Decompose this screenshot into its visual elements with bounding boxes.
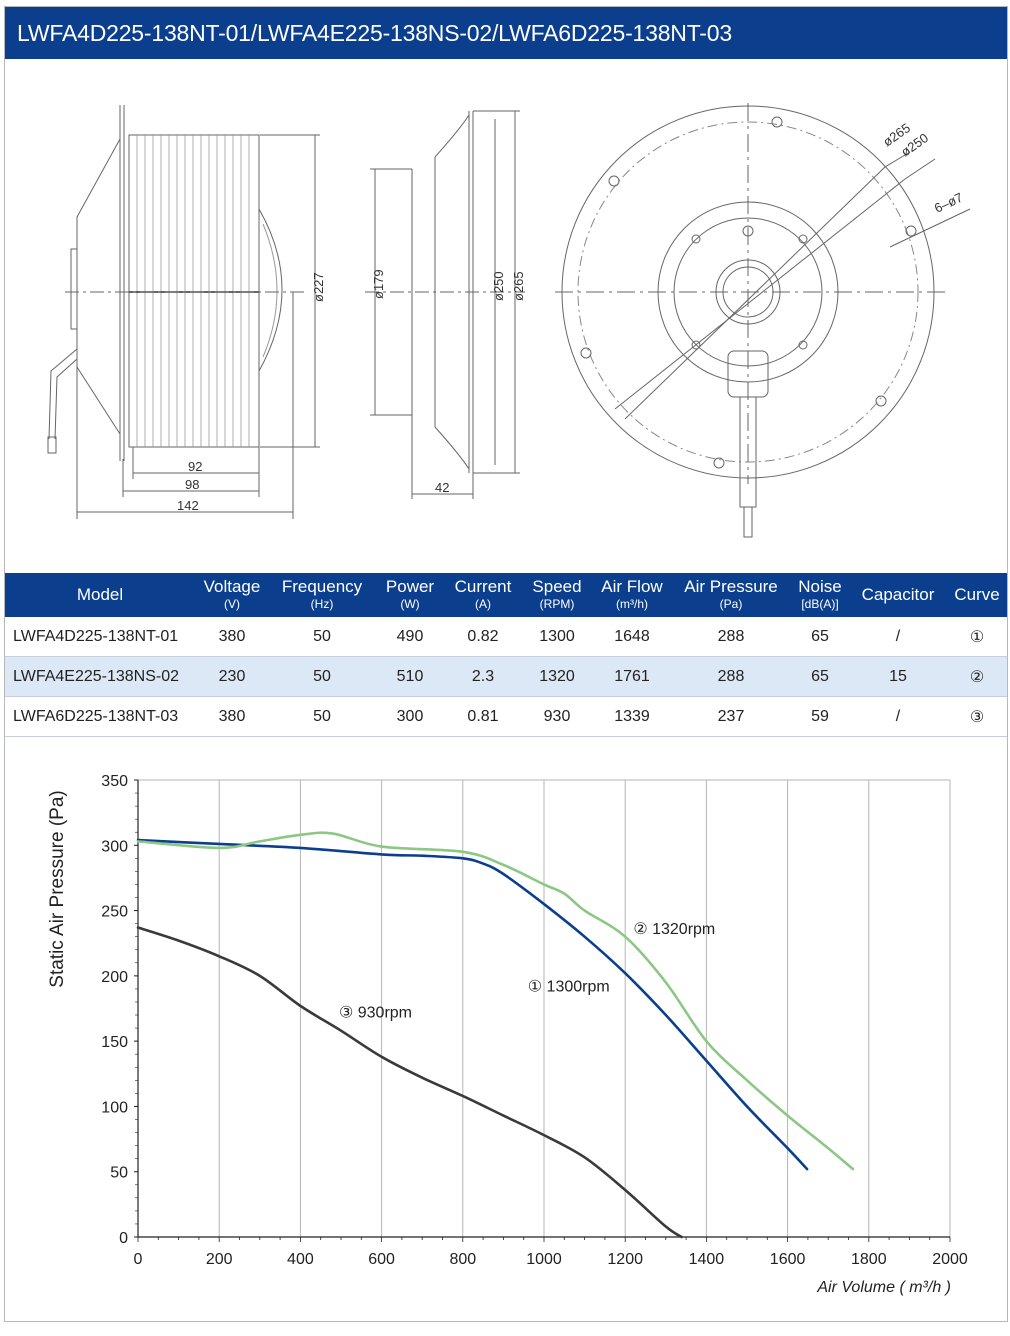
header-air-flow: Air Flow (m³/h) [593, 573, 671, 617]
curve-annotation-1: ② 1320rpm [633, 921, 716, 939]
dim-d250-front: ø250 [898, 130, 932, 160]
spec-table [5, 573, 1007, 737]
x-axis-label: Air Volume ( m³/h ) [817, 1279, 951, 1296]
dim-42: 42 [435, 480, 450, 495]
cell-air-flow: 1339 [593, 697, 671, 737]
performance-chart [5, 747, 1007, 1322]
x-tick-label: 1000 [526, 1251, 562, 1268]
dim-holes: 6–ø7 [931, 189, 966, 216]
cell-voltage: 380 [195, 617, 269, 657]
datasheet-page [4, 6, 1008, 1322]
profile-view [365, 111, 525, 499]
cell-air-flow: 1761 [593, 657, 671, 697]
x-tick-label: 200 [205, 1251, 233, 1268]
header-curve: Curve [947, 573, 1007, 617]
dim-d179: ø179 [371, 269, 386, 299]
dim-d227: ø227 [311, 272, 326, 302]
technical-drawing [5, 59, 1007, 573]
x-tick-label: 2000 [932, 1251, 968, 1268]
table-header-row [5, 573, 1007, 617]
cell-voltage: 380 [195, 697, 269, 737]
x-tick-label: 1600 [769, 1251, 806, 1268]
cell-noise: 65 [791, 657, 849, 697]
cell-model: LWFA4D225-138NT-01 [5, 617, 195, 657]
header-model: Model [5, 573, 195, 617]
dim-142: 142 [177, 498, 199, 513]
cell-power: 510 [375, 657, 445, 697]
curve-annotation-2: ① 1300rpm [527, 978, 610, 996]
chart-series [138, 833, 853, 1237]
cell-power: 300 [375, 697, 445, 737]
header-air-pressure: Air Pressure (Pa) [671, 573, 791, 617]
cell-speed: 1300 [521, 617, 593, 657]
cell-current: 0.81 [445, 697, 521, 737]
y-tick-label: 250 [101, 903, 128, 921]
cell-voltage: 230 [195, 657, 269, 697]
cell-curve: ③ [947, 697, 1007, 737]
cell-noise: 65 [791, 617, 849, 657]
x-tick-label: 1200 [607, 1251, 643, 1268]
cell-air-flow: 1648 [593, 617, 671, 657]
x-tick-label: 0 [133, 1251, 143, 1268]
cell-air-pressure: 237 [671, 697, 791, 737]
curve-annotation-3: ③ 930rpm [338, 1004, 413, 1022]
cell-frequency: 50 [269, 657, 375, 697]
cell-speed: 1320 [521, 657, 593, 697]
y-tick-label: 350 [101, 773, 128, 790]
y-tick-label: 300 [101, 838, 128, 856]
cell-model: LWFA4E225-138NS-02 [5, 657, 195, 697]
table-row [5, 657, 1007, 697]
cell-current: 2.3 [445, 657, 521, 697]
x-tick-label: 400 [287, 1251, 314, 1268]
header-current: Current (A) [445, 573, 521, 617]
page-title: LWFA4D225-138NT-01/LWFA4E225-138NS-02/LWFA6D225-138NT-03 [5, 7, 1007, 59]
y-tick-label: 200 [101, 968, 128, 986]
cell-curve: ① [947, 617, 1007, 657]
chart-grid [138, 780, 950, 1237]
table-row [5, 617, 1007, 657]
dim-d265-front: ø265 [880, 120, 914, 150]
dim-98: 98 [185, 477, 200, 492]
header-voltage: Voltage (V) [195, 573, 269, 617]
y-axis-label: Static Air Pressure (Pa) [47, 790, 68, 988]
y-tick-label: 0 [119, 1230, 128, 1247]
header-capacitor: Capacitor [849, 573, 947, 617]
x-tick-label: 1800 [851, 1251, 887, 1268]
header-power: Power (W) [375, 573, 445, 617]
dim-92: 92 [188, 459, 203, 474]
front-view [555, 103, 970, 537]
y-tick-label: 100 [101, 1099, 128, 1117]
cell-speed: 930 [521, 697, 593, 737]
x-tick-label: 600 [368, 1251, 395, 1268]
cell-air-pressure: 288 [671, 657, 791, 697]
cell-frequency: 50 [269, 697, 375, 737]
cell-power: 490 [375, 617, 445, 657]
cell-model: LWFA6D225-138NT-03 [5, 697, 195, 737]
dim-d265-profile: ø265 [511, 271, 526, 301]
cell-capacitor: 15 [849, 657, 947, 697]
table-row [5, 697, 1007, 737]
y-tick-label: 50 [110, 1164, 128, 1182]
cell-capacitor: / [849, 697, 947, 737]
cell-current: 0.82 [445, 617, 521, 657]
header-noise: Noise [dB(A)] [791, 573, 849, 617]
cell-noise: 59 [791, 697, 849, 737]
y-tick-label: 150 [101, 1034, 128, 1052]
x-tick-label: 1400 [688, 1251, 725, 1268]
cell-air-pressure: 288 [671, 617, 791, 657]
dim-d250-profile: ø250 [491, 271, 506, 301]
header-frequency: Frequency (Hz) [269, 573, 375, 617]
cell-capacitor: / [849, 617, 947, 657]
series-line-2 [138, 833, 853, 1169]
cell-frequency: 50 [269, 617, 375, 657]
x-tick-label: 800 [449, 1251, 477, 1268]
header-speed: Speed (RPM) [521, 573, 593, 617]
cell-curve: ② [947, 657, 1007, 697]
side-view [48, 105, 320, 519]
